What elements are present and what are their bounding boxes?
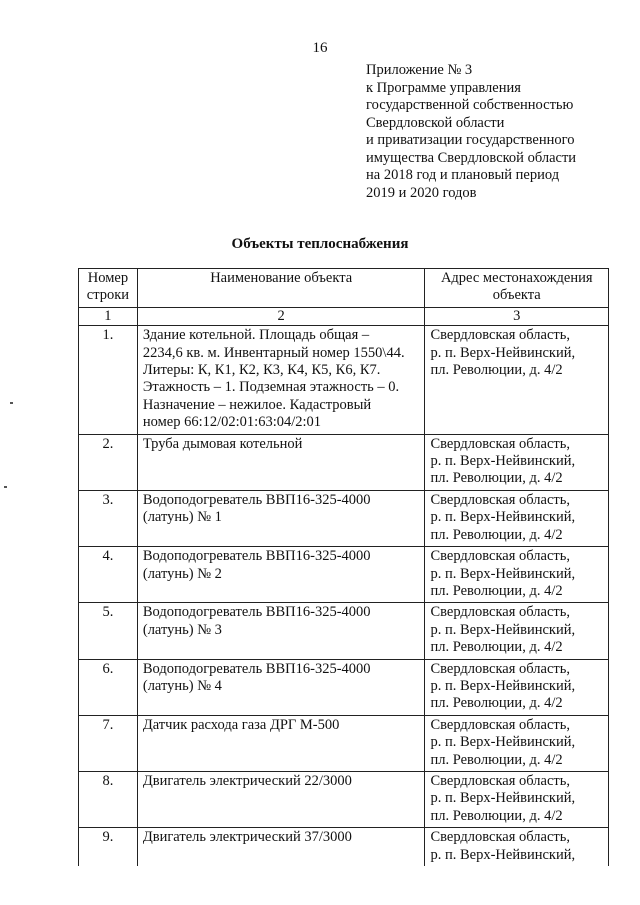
object-name [137, 828, 425, 866]
document-title: Объекты теплоснабжения [231, 236, 409, 252]
object-name-line: (латунь) № 2 [142, 565, 222, 582]
appendix-line: на 2018 год и плановый период [366, 167, 560, 183]
column-index-row [79, 307, 609, 325]
object-address-line: Свердловская область, [430, 716, 570, 733]
table-header-row [79, 269, 609, 308]
object-address [425, 434, 609, 490]
object-name-line: Двигатель электрический 22/3000 [142, 772, 352, 789]
object-address [425, 715, 609, 771]
appendix-line: имущества Свердловской области [366, 149, 577, 166]
object-name [137, 434, 425, 490]
table-row [79, 603, 609, 659]
table-row [79, 828, 609, 866]
object-address-line: р. п. Верх-Нейвинский, [430, 453, 576, 470]
object-address-line: р. п. Верх-Нейвинский, [430, 846, 576, 863]
object-name [137, 659, 425, 715]
object-address-line: Свердловская область, [430, 435, 570, 452]
appendix-line: 2019 и 2020 годов [366, 184, 477, 201]
object-name-line: Труба дымовая котельной [142, 435, 303, 452]
scan-speck [4, 486, 7, 488]
header-num-line: Номер [87, 270, 129, 286]
object-address-line: р. п. Верх-Нейвинский, [430, 565, 576, 582]
object-name-line: 2234,6 кв. м. Инвентарный номер 1550\44. [142, 344, 405, 361]
row-number: 4. [79, 547, 138, 603]
object-name-line: Водоподогреватель ВВП16-325-4000 [142, 548, 371, 565]
table-row [79, 659, 609, 715]
object-address-line: р. п. Верх-Нейвинский, [430, 790, 576, 807]
row-number: 2. [79, 434, 138, 490]
table-row [79, 715, 609, 771]
table-row [79, 547, 609, 603]
appendix-line: и приватизации государственного [366, 132, 575, 148]
objects-table [78, 268, 609, 866]
appendix-line: Свердловской области [366, 114, 505, 131]
object-address-line: Свердловская область, [430, 660, 570, 677]
object-name-line: Водоподогреватель ВВП16-325-4000 [142, 491, 371, 508]
object-name [137, 326, 425, 434]
object-address [425, 659, 609, 715]
object-name-line: Водоподогреватель ВВП16-325-4000 [142, 604, 371, 621]
column-index: 2 [137, 307, 425, 325]
page-number: 16 [312, 40, 328, 56]
column-index: 3 [425, 307, 609, 325]
object-name-line: номер 66:12/02:01:63:04/2:01 [142, 414, 322, 431]
object-address-line: Свердловская область, [430, 829, 570, 846]
object-name-line: (латунь) № 4 [142, 677, 222, 694]
header-name [137, 269, 425, 308]
table-row [79, 434, 609, 490]
object-address [425, 771, 609, 827]
object-name [137, 715, 425, 771]
column-index: 1 [79, 307, 138, 325]
object-name [137, 547, 425, 603]
row-number: 7. [79, 715, 138, 771]
object-name-line: Этажность – 1. Подземная этажность – 0. [142, 379, 400, 396]
object-address-line: Свердловская область, [430, 772, 570, 789]
row-number: 5. [79, 603, 138, 659]
header-address [425, 269, 609, 308]
header-num [79, 269, 138, 308]
object-address-line: пл. Революции, д. 4/2 [430, 751, 563, 768]
object-address-line: Свердловская область, [430, 548, 570, 565]
object-address-line: пл. Революции, д. 4/2 [430, 582, 563, 599]
object-address-line: пл. Революции, д. 4/2 [430, 807, 563, 824]
object-address [425, 603, 609, 659]
object-address-line: пл. Революции, д. 4/2 [430, 639, 563, 656]
table-row [79, 490, 609, 546]
object-name-line: Двигатель электрический 37/3000 [142, 829, 352, 846]
object-name-line: Назначение – нежилое. Кадастровый [142, 396, 372, 413]
header-name-line: Наименование объекта [210, 270, 353, 286]
object-name-line: Здание котельной. Площадь общая – [142, 327, 370, 344]
object-address-line: Свердловская область, [430, 491, 570, 508]
object-address-line: пл. Революции, д. 4/2 [430, 362, 563, 379]
object-address [425, 326, 609, 434]
object-address-line: Свердловская область, [430, 327, 570, 344]
header-address-line: Адрес местонахождения [440, 270, 593, 286]
object-name [137, 490, 425, 546]
object-address-line: пл. Революции, д. 4/2 [430, 470, 563, 487]
row-number: 3. [79, 490, 138, 546]
object-name-line: Водоподогреватель ВВП16-325-4000 [142, 660, 371, 677]
object-address [425, 547, 609, 603]
row-number: 6. [79, 659, 138, 715]
row-number: 8. [79, 771, 138, 827]
object-address-line: пл. Революции, д. 4/2 [430, 695, 563, 712]
appendix-line: государственной собственностью [366, 97, 574, 113]
object-address [425, 828, 609, 866]
header-address-line: объекта [492, 287, 541, 304]
object-name-line: (латунь) № 3 [142, 621, 222, 638]
header-num-line: строки [86, 287, 130, 304]
object-name-line: (латунь) № 1 [142, 509, 222, 526]
appendix-note [366, 62, 631, 202]
object-address-line: пл. Революции, д. 4/2 [430, 526, 563, 543]
object-address-line: р. п. Верх-Нейвинский, [430, 344, 576, 361]
object-address-line: р. п. Верх-Нейвинский, [430, 677, 576, 694]
object-name [137, 603, 425, 659]
scan-speck [10, 402, 13, 404]
object-address-line: р. п. Верх-Нейвинский, [430, 621, 576, 638]
table-row [79, 326, 609, 434]
appendix-line: к Программе управления [366, 79, 521, 96]
object-address-line: Свердловская область, [430, 604, 570, 621]
object-name [137, 771, 425, 827]
object-address-line: р. п. Верх-Нейвинский, [430, 734, 576, 751]
table-row [79, 771, 609, 827]
object-name-line: Литеры: К, К1, К2, К3, К4, К5, К6, К7. [142, 362, 381, 379]
object-address-line: р. п. Верх-Нейвинский, [430, 509, 576, 526]
appendix-line: Приложение № 3 [366, 62, 473, 78]
object-address [425, 490, 609, 546]
row-number: 1. [79, 326, 138, 434]
row-number: 9. [79, 828, 138, 866]
object-name-line: Датчик расхода газа ДРГ М-500 [142, 716, 340, 733]
